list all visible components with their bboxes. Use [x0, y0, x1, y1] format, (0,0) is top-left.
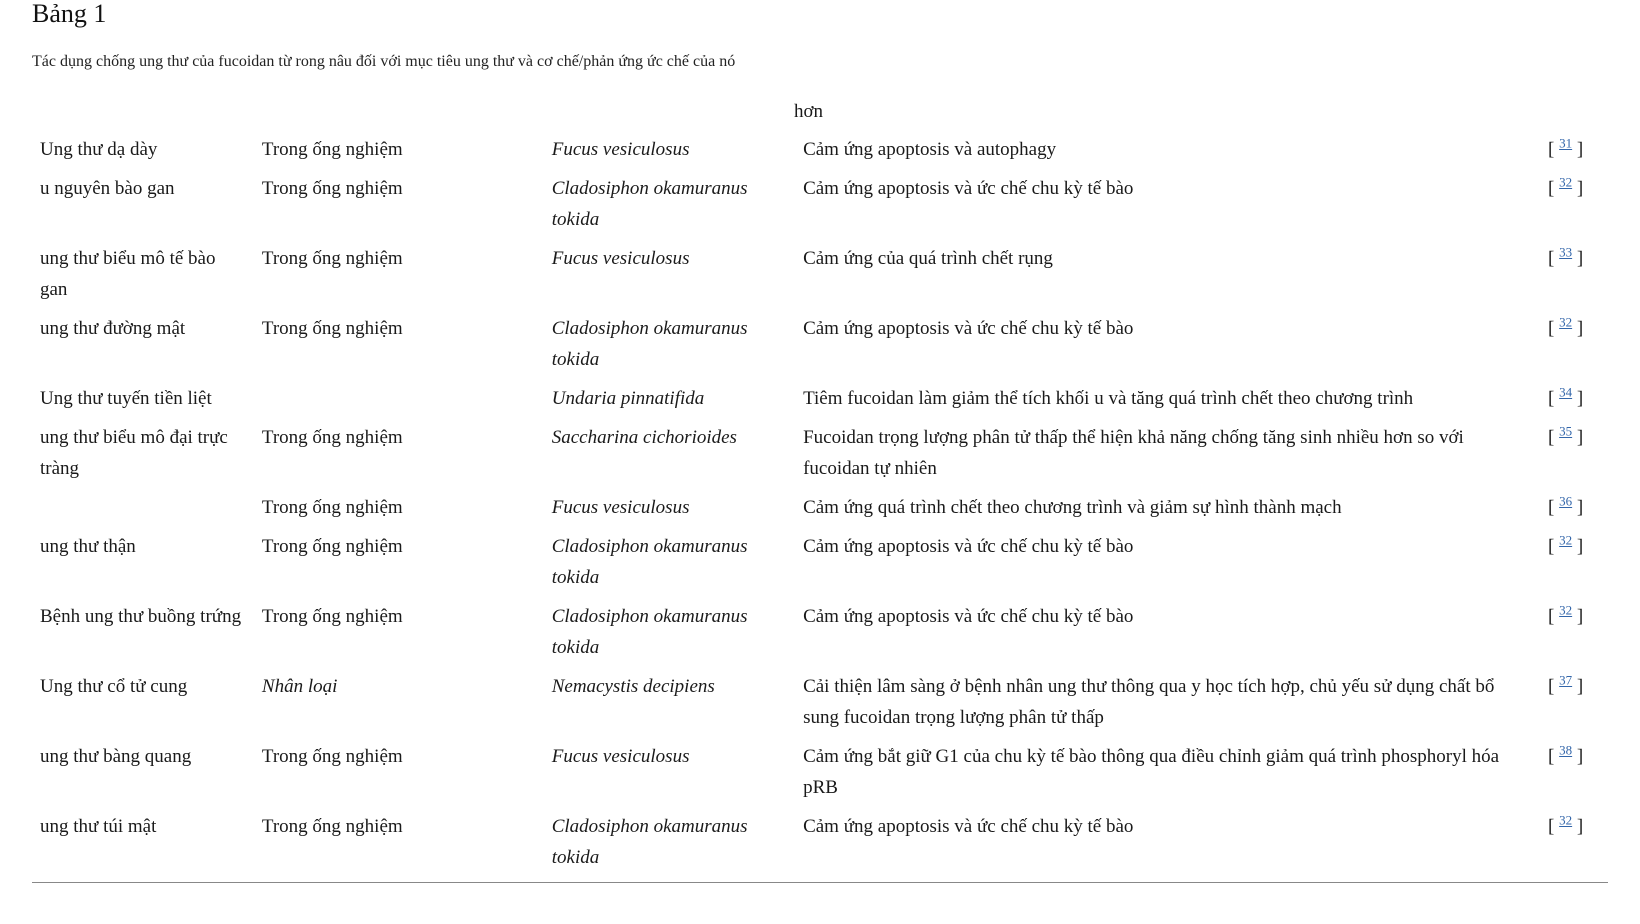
species-cell: Fucus vesiculosus	[551, 746, 690, 767]
reference-link[interactable]: 35	[1559, 423, 1573, 439]
mechanism-cell: Cảm ứng của quá trình chết rụng	[803, 248, 1053, 269]
model-cell: Trong ống nghiệm	[261, 536, 403, 557]
model-cell: Trong ống nghiệm	[261, 497, 403, 518]
fucoidan-table	[32, 130, 1608, 877]
reference-link[interactable]: 36	[1559, 493, 1573, 509]
cancer-type-cell: ung thư thận	[40, 536, 136, 557]
reference-cell: [ $^{36}$ ]	[1548, 493, 1584, 518]
mechanism-cell: Tiêm fucoidan làm giảm thể tích khối u và tăng quá trình chết theo chương trình	[803, 388, 1414, 409]
mechanism-cell: Cảm ứng apoptosis và ức chế chu kỳ tế bào	[803, 606, 1134, 627]
table-caption: Tác dụng chống ung thư của fucoidan từ rong nâu đối với mục tiêu ung thư và cơ chế/phản ứng ức chế của nó	[32, 53, 736, 70]
mechanism-cell: Cảm ứng apoptosis và ức chế chu kỳ tế bào	[803, 178, 1134, 199]
mechanism-cell: Cảm ứng quá trình chết theo chương trình và giảm sự hình thành mạch	[803, 497, 1342, 518]
species-cell: Fucus vesiculosus	[551, 139, 690, 160]
reference-cell: [ $^{32}$ ]	[1548, 602, 1584, 627]
cancer-type-cell	[32, 488, 254, 527]
table-row	[32, 379, 1608, 418]
table-row	[32, 239, 1608, 309]
mechanism-cell: Cải thiện lâm sàng ở bệnh nhân ung thư thông qua y học tích hợp, chủ yếu sử dụng chất bổ sung fucoidan trọng lượng phân tử thấp	[803, 676, 1495, 728]
mechanism-cell: Cảm ứng apoptosis và ức chế chu kỳ tế bào	[803, 536, 1134, 557]
table-body	[32, 130, 1608, 877]
continuation-text: hơn	[794, 101, 824, 122]
cancer-type-cell: ung thư bàng quang	[40, 746, 192, 767]
species-cell: Undaria pinnatifida	[551, 388, 705, 409]
species-cell: Cladosiphon okamuranus tokida	[551, 606, 748, 658]
species-cell: Fucus vesiculosus	[551, 248, 690, 269]
table-row	[32, 737, 1608, 807]
cancer-type-cell: ung thư biểu mô tế bào gan	[40, 248, 216, 300]
reference-link[interactable]: 37	[1559, 672, 1573, 688]
mechanism-cell: Fucoidan trọng lượng phân tử thấp thể hiện khả năng chống tăng sinh nhiều hơn so với fucoidan tự nhiên	[803, 427, 1464, 479]
reference-link[interactable]: 32	[1559, 602, 1573, 618]
species-cell: Cladosiphon okamuranus tokida	[551, 536, 748, 588]
cancer-type-cell: ung thư túi mật	[40, 816, 157, 837]
reference-link[interactable]: 32	[1559, 174, 1573, 190]
reference-cell: [ $^{32}$ ]	[1548, 174, 1584, 199]
table-row	[32, 309, 1608, 379]
reference-link[interactable]: 32	[1559, 532, 1573, 548]
model-cell	[254, 379, 544, 418]
table-row	[32, 169, 1608, 239]
cancer-type-cell: Ung thư tuyến tiền liệt	[40, 388, 212, 409]
table-title: Bảng 1	[32, 0, 107, 28]
reference-cell: [ $^{32}$ ]	[1548, 812, 1584, 837]
mechanism-cell: Cảm ứng apoptosis và ức chế chu kỳ tế bào	[803, 816, 1134, 837]
species-cell: Cladosiphon okamuranus tokida	[551, 318, 748, 370]
reference-cell: [ $^{38}$ ]	[1548, 742, 1584, 767]
model-cell: Trong ống nghiệm	[261, 248, 403, 269]
table-row	[32, 488, 1608, 527]
species-cell: Fucus vesiculosus	[551, 497, 690, 518]
species-cell: Saccharina cichorioides	[551, 427, 737, 448]
cancer-type-cell: ung thư biểu mô đại trực tràng	[40, 427, 228, 479]
table-row	[32, 667, 1608, 737]
cancer-type-cell: Ung thư cổ tử cung	[40, 676, 188, 697]
reference-link[interactable]: 38	[1559, 742, 1573, 758]
reference-link[interactable]: 32	[1559, 314, 1573, 330]
reference-link[interactable]: 32	[1559, 812, 1573, 828]
reference-cell: [ $^{33}$ ]	[1548, 244, 1584, 269]
reference-cell: [ $^{35}$ ]	[1548, 423, 1584, 448]
species-cell: Cladosiphon okamuranus tokida	[551, 178, 748, 230]
reference-cell: [ $^{32}$ ]	[1548, 532, 1584, 557]
model-cell: Trong ống nghiệm	[261, 139, 403, 160]
mechanism-cell: Cảm ứng apoptosis và autophagy	[803, 139, 1057, 160]
mechanism-cell: Cảm ứng bắt giữ G1 của chu kỳ tế bào thông qua điều chỉnh giảm quá trình phosphoryl hóa pRB	[803, 746, 1500, 798]
model-cell: Trong ống nghiệm	[261, 427, 403, 448]
model-cell: Nhân loại	[261, 676, 338, 697]
species-cell: Nemacystis decipiens	[551, 676, 715, 697]
table-row	[32, 527, 1608, 597]
reference-cell: [ $^{34}$ ]	[1548, 384, 1584, 409]
cancer-type-cell: Ung thư dạ dày	[40, 139, 158, 160]
model-cell: Trong ống nghiệm	[261, 746, 403, 767]
cancer-type-cell: ung thư đường mật	[40, 318, 186, 339]
mechanism-cell: Cảm ứng apoptosis và ức chế chu kỳ tế bào	[803, 318, 1134, 339]
reference-cell: [ $^{32}$ ]	[1548, 314, 1584, 339]
model-cell: Trong ống nghiệm	[261, 606, 403, 627]
model-cell: Trong ống nghiệm	[261, 178, 403, 199]
reference-link[interactable]: 34	[1559, 384, 1573, 400]
bottom-rule	[32, 882, 1608, 883]
model-cell: Trong ống nghiệm	[261, 318, 403, 339]
table-page	[32, 0, 1608, 868]
reference-link[interactable]: 33	[1559, 244, 1573, 260]
table-row	[32, 597, 1608, 667]
reference-cell: [ $^{31}$ ]	[1548, 135, 1584, 160]
model-cell: Trong ống nghiệm	[261, 816, 403, 837]
table-row	[32, 418, 1608, 488]
cancer-type-cell: Bệnh ung thư buồng trứng	[40, 606, 242, 627]
species-cell: Cladosiphon okamuranus tokida	[551, 816, 748, 868]
cancer-type-cell: u nguyên bào gan	[40, 178, 175, 199]
reference-link[interactable]: 31	[1559, 135, 1573, 151]
table-row	[32, 807, 1608, 877]
table-row	[32, 130, 1608, 169]
reference-cell: [ $^{37}$ ]	[1548, 672, 1584, 697]
